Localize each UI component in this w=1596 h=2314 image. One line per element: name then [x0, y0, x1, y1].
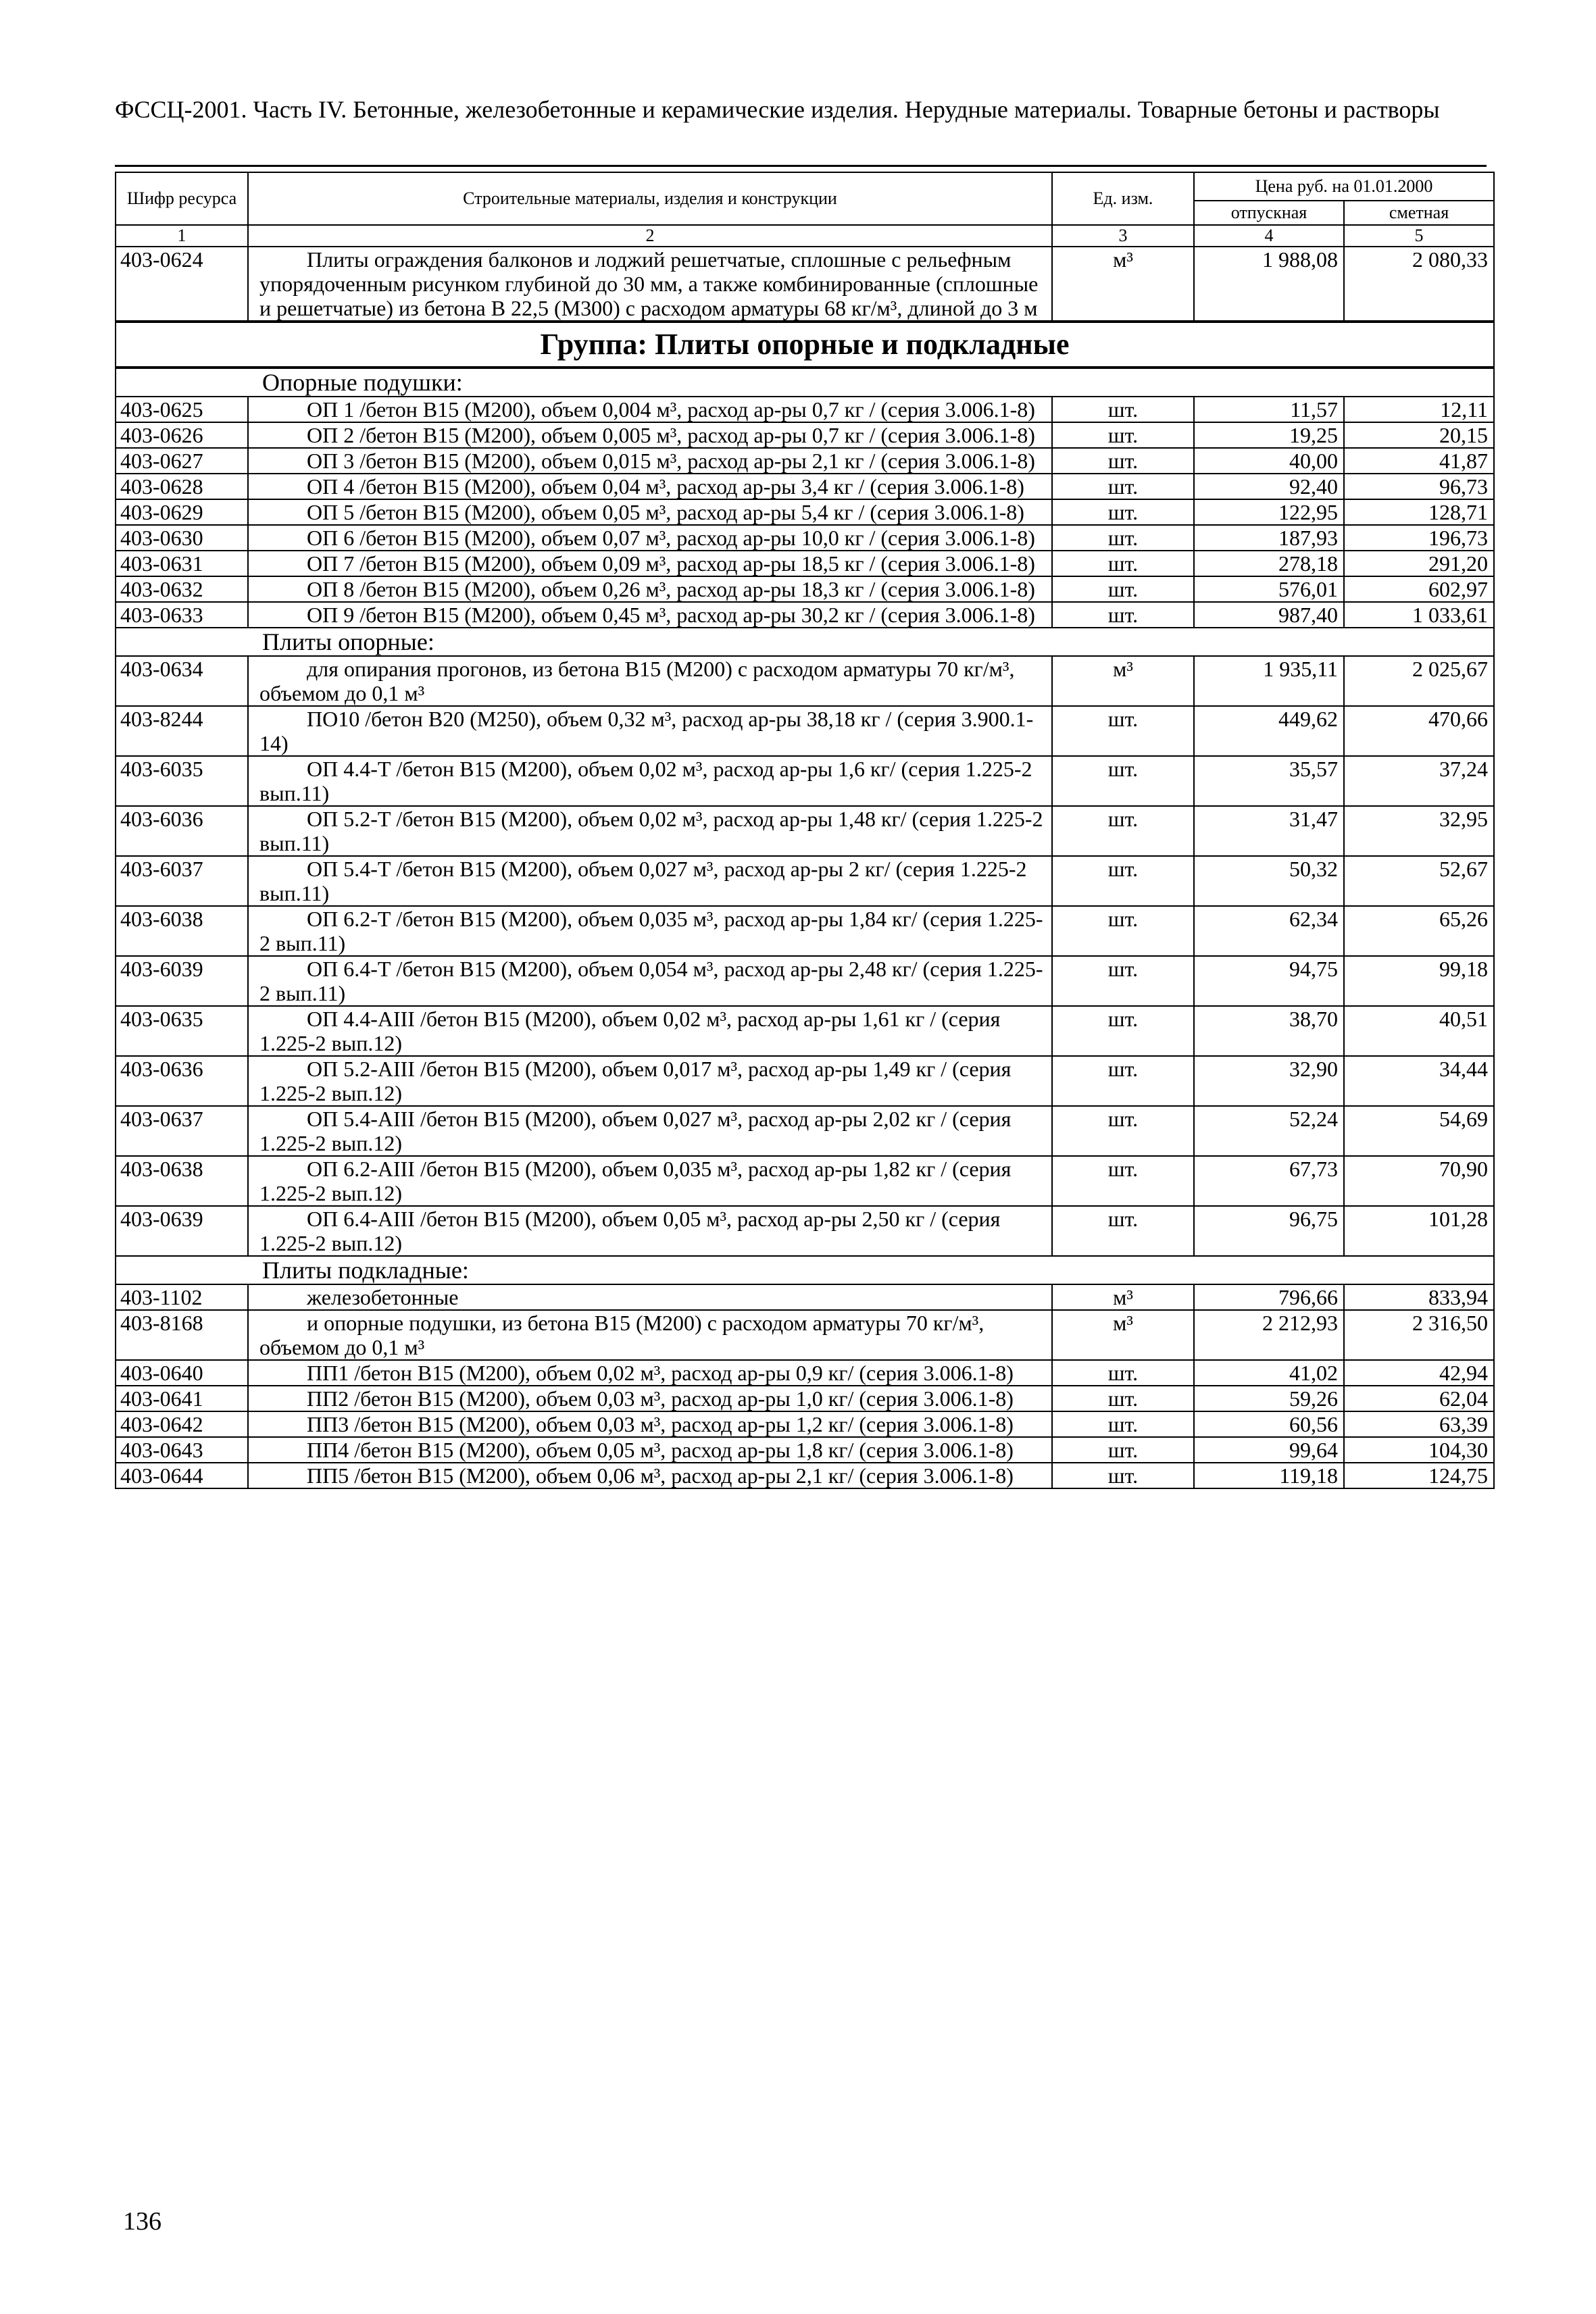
estimate-price: 70,90	[1344, 1156, 1494, 1206]
resource-code: 403-6037	[116, 856, 248, 906]
table-row	[116, 448, 1494, 474]
resource-code: 403-6038	[116, 906, 248, 956]
table-row	[116, 1206, 1494, 1256]
estimate-price: 602,97	[1344, 576, 1494, 602]
resource-unit: шт.	[1052, 1411, 1194, 1437]
release-price: 1 988,08	[1194, 247, 1344, 322]
resource-unit: шт.	[1052, 397, 1194, 422]
section-row	[116, 1256, 1494, 1284]
release-price: 52,24	[1194, 1106, 1344, 1156]
page-number: 136	[123, 2207, 161, 2236]
header-price-release: отпускная	[1194, 201, 1344, 225]
resource-unit: м³	[1052, 1310, 1194, 1360]
resource-code: 403-0632	[116, 576, 248, 602]
resource-code: 403-0640	[116, 1360, 248, 1386]
resource-name: ОП 6.4-Т /бетон В15 (М200), объем 0,054 м³, расход ар-ры 2,48 кг/ (серия 1.225-2 вып.11)	[248, 956, 1052, 1006]
column-number: 5	[1344, 225, 1494, 247]
resource-unit: шт.	[1052, 956, 1194, 1006]
release-price: 19,25	[1194, 422, 1344, 448]
table-row	[116, 1310, 1494, 1360]
section-title: Плиты опорные:	[116, 628, 1494, 656]
title-underline	[115, 165, 1487, 167]
estimate-price: 833,94	[1344, 1284, 1494, 1310]
resource-code: 403-0643	[116, 1437, 248, 1463]
resource-code: 403-0642	[116, 1411, 248, 1437]
resource-code: 403-6039	[116, 956, 248, 1006]
table-row	[116, 1056, 1494, 1106]
release-price: 96,75	[1194, 1206, 1344, 1256]
resource-name: и опорные подушки, из бетона В15 (М200) с расходом арматуры 70 кг/м³, объемом до 0,1 м³	[248, 1310, 1052, 1360]
resource-name: ОП 6.2-АIII /бетон В15 (М200), объем 0,035 м³, расход ар-ры 1,82 кг / (серия 1.225-2 вып.12)	[248, 1156, 1052, 1206]
resource-unit: шт.	[1052, 499, 1194, 525]
resource-name: ОП 1 /бетон В15 (М200), объем 0,004 м³, расход ар-ры 0,7 кг / (серия 3.006.1-8)	[248, 397, 1052, 422]
document-title: ФССЦ-2001. Часть IV. Бетонные, железобетонные и керамические изделия. Нерудные материалы. Товарные бетоны и растворы	[115, 96, 1440, 123]
resource-unit: шт.	[1052, 525, 1194, 551]
release-price: 94,75	[1194, 956, 1344, 1006]
table-row	[116, 656, 1494, 706]
column-number: 3	[1052, 225, 1194, 247]
group-title: Группа: Плиты опорные и подкладные	[116, 322, 1494, 368]
resource-unit: шт.	[1052, 422, 1194, 448]
estimate-price: 37,24	[1344, 756, 1494, 806]
resource-unit: шт.	[1052, 1056, 1194, 1106]
price-table	[115, 172, 1495, 1489]
resource-name: ОП 2 /бетон В15 (М200), объем 0,005 м³, расход ар-ры 0,7 кг / (серия 3.006.1-8)	[248, 422, 1052, 448]
release-price: 40,00	[1194, 448, 1344, 474]
resource-name: ОП 5.2-АIII /бетон В15 (М200), объем 0,017 м³, расход ар-ры 1,49 кг / (серия 1.225-2 вып.12)	[248, 1056, 1052, 1106]
release-price: 278,18	[1194, 551, 1344, 576]
resource-name: ОП 5.2-Т /бетон В15 (М200), объем 0,02 м³, расход ар-ры 1,48 кг/ (серия 1.225-2 вып.11)	[248, 806, 1052, 856]
resource-name: ПП1 /бетон В15 (М200), объем 0,02 м³, расход ар-ры 0,9 кг/ (серия 3.006.1-8)	[248, 1360, 1052, 1386]
resource-unit: шт.	[1052, 1206, 1194, 1256]
resource-code: 403-0629	[116, 499, 248, 525]
resource-unit: м³	[1052, 656, 1194, 706]
resource-unit: шт.	[1052, 1106, 1194, 1156]
resource-unit: шт.	[1052, 576, 1194, 602]
resource-unit: шт.	[1052, 1006, 1194, 1056]
resource-unit: шт.	[1052, 551, 1194, 576]
release-price: 576,01	[1194, 576, 1344, 602]
table-row	[116, 1437, 1494, 1463]
release-price: 92,40	[1194, 474, 1344, 499]
table-row	[116, 856, 1494, 906]
resource-name: ОП 7 /бетон В15 (М200), объем 0,09 м³, расход ар-ры 18,5 кг / (серия 3.006.1-8)	[248, 551, 1052, 576]
estimate-price: 41,87	[1344, 448, 1494, 474]
release-price: 11,57	[1194, 397, 1344, 422]
estimate-price: 104,30	[1344, 1437, 1494, 1463]
resource-code: 403-0626	[116, 422, 248, 448]
resource-name: железобетонные	[248, 1284, 1052, 1310]
release-price: 67,73	[1194, 1156, 1344, 1206]
resource-name: ОП 8 /бетон В15 (М200), объем 0,26 м³, расход ар-ры 18,3 кг / (серия 3.006.1-8)	[248, 576, 1052, 602]
table-row	[116, 602, 1494, 628]
table-row	[116, 756, 1494, 806]
header-price-group: Цена руб. на 01.01.2000	[1194, 172, 1494, 201]
estimate-price: 62,04	[1344, 1386, 1494, 1411]
resource-code: 403-1102	[116, 1284, 248, 1310]
table-row	[116, 1386, 1494, 1411]
estimate-price: 470,66	[1344, 706, 1494, 756]
estimate-price: 20,15	[1344, 422, 1494, 448]
resource-code: 403-0624	[116, 247, 248, 322]
table-row	[116, 474, 1494, 499]
table-row	[116, 576, 1494, 602]
resource-name: ОП 4.4-Т /бетон В15 (М200), объем 0,02 м³, расход ар-ры 1,6 кг/ (серия 1.225-2 вып.11)	[248, 756, 1052, 806]
release-price: 62,34	[1194, 906, 1344, 956]
estimate-price: 99,18	[1344, 956, 1494, 1006]
section-title: Плиты подкладные:	[116, 1256, 1494, 1284]
resource-unit: шт.	[1052, 906, 1194, 956]
estimate-price: 2 080,33	[1344, 247, 1494, 322]
resource-name: ОП 9 /бетон В15 (М200), объем 0,45 м³, расход ар-ры 30,2 кг / (серия 3.006.1-8)	[248, 602, 1052, 628]
release-price: 122,95	[1194, 499, 1344, 525]
resource-name: ОП 5 /бетон В15 (М200), объем 0,05 м³, расход ар-ры 5,4 кг / (серия 3.006.1-8)	[248, 499, 1052, 525]
resource-code: 403-6036	[116, 806, 248, 856]
resource-code: 403-0627	[116, 448, 248, 474]
section-title: Опорные подушки:	[116, 368, 1494, 397]
resource-name: ПП2 /бетон В15 (М200), объем 0,03 м³, расход ар-ры 1,0 кг/ (серия 3.006.1-8)	[248, 1386, 1052, 1411]
resource-unit: шт.	[1052, 1463, 1194, 1488]
resource-unit: шт.	[1052, 856, 1194, 906]
resource-name: ОП 5.4-АIII /бетон В15 (М200), объем 0,027 м³, расход ар-ры 2,02 кг / (серия 1.225-2 вып.12)	[248, 1106, 1052, 1156]
resource-name: ПП5 /бетон В15 (М200), объем 0,06 м³, расход ар-ры 2,1 кг/ (серия 3.006.1-8)	[248, 1463, 1052, 1488]
table-row	[116, 706, 1494, 756]
resource-code: 403-0634	[116, 656, 248, 706]
resource-name: ОП 6.2-Т /бетон В15 (М200), объем 0,035 м³, расход ар-ры 1,84 кг/ (серия 1.225-2 вып.11)	[248, 906, 1052, 956]
estimate-price: 52,67	[1344, 856, 1494, 906]
resource-unit: шт.	[1052, 806, 1194, 856]
resource-name: ОП 5.4-Т /бетон В15 (М200), объем 0,027 м³, расход ар-ры 2 кг/ (серия 1.225-2 вып.11)	[248, 856, 1052, 906]
resource-name: ОП 4 /бетон В15 (М200), объем 0,04 м³, расход ар-ры 3,4 кг / (серия 3.006.1-8)	[248, 474, 1052, 499]
estimate-price: 1 033,61	[1344, 602, 1494, 628]
resource-name: ПП4 /бетон В15 (М200), объем 0,05 м³, расход ар-ры 1,8 кг/ (серия 3.006.1-8)	[248, 1437, 1052, 1463]
release-price: 59,26	[1194, 1386, 1344, 1411]
resource-unit: шт.	[1052, 1386, 1194, 1411]
section-row	[116, 368, 1494, 397]
table-row	[116, 1463, 1494, 1488]
estimate-price: 12,11	[1344, 397, 1494, 422]
release-price: 99,64	[1194, 1437, 1344, 1463]
resource-unit: м³	[1052, 247, 1194, 322]
resource-name: ОП 4.4-АIII /бетон В15 (М200), объем 0,02 м³, расход ар-ры 1,61 кг / (серия 1.225-2 вып.12)	[248, 1006, 1052, 1056]
resource-unit: шт.	[1052, 706, 1194, 756]
estimate-price: 96,73	[1344, 474, 1494, 499]
release-price: 35,57	[1194, 756, 1344, 806]
estimate-price: 42,94	[1344, 1360, 1494, 1386]
resource-name: ПО10 /бетон В20 (М250), объем 0,32 м³, расход ар-ры 38,18 кг / (серия 3.900.1-14)	[248, 706, 1052, 756]
table-row	[116, 1360, 1494, 1386]
release-price: 987,40	[1194, 602, 1344, 628]
estimate-price: 63,39	[1344, 1411, 1494, 1437]
resource-unit: шт.	[1052, 448, 1194, 474]
table-row	[116, 1006, 1494, 1056]
estimate-price: 196,73	[1344, 525, 1494, 551]
column-number: 1	[116, 225, 248, 247]
resource-unit: шт.	[1052, 474, 1194, 499]
table-row	[116, 956, 1494, 1006]
header-price-estimate: сметная	[1344, 201, 1494, 225]
release-price: 31,47	[1194, 806, 1344, 856]
estimate-price: 34,44	[1344, 1056, 1494, 1106]
estimate-price: 54,69	[1344, 1106, 1494, 1156]
group-row	[116, 322, 1494, 368]
table-row	[116, 551, 1494, 576]
estimate-price: 291,20	[1344, 551, 1494, 576]
estimate-price: 2 316,50	[1344, 1310, 1494, 1360]
resource-unit: шт.	[1052, 756, 1194, 806]
resource-code: 403-0630	[116, 525, 248, 551]
estimate-price: 124,75	[1344, 1463, 1494, 1488]
resource-code: 403-6035	[116, 756, 248, 806]
estimate-price: 128,71	[1344, 499, 1494, 525]
table-row	[116, 422, 1494, 448]
resource-code: 403-0636	[116, 1056, 248, 1106]
table-row	[116, 1156, 1494, 1206]
resource-code: 403-0631	[116, 551, 248, 576]
estimate-price: 2 025,67	[1344, 656, 1494, 706]
release-price: 449,62	[1194, 706, 1344, 756]
release-price: 38,70	[1194, 1006, 1344, 1056]
resource-code: 403-0625	[116, 397, 248, 422]
header-name: Строительные материалы, изделия и конструкции	[248, 172, 1052, 225]
release-price: 50,32	[1194, 856, 1344, 906]
resource-name: Плиты ограждения балконов и лоджий решетчатые, сплошные с рельефным упорядоченным рисунком глубиной до 30 мм, а также комбинированные (сплошные и решетчатые) из бетона В 22,5 (М300) с расходом арматуры 68 кг/м³, длиной до 3 м	[248, 247, 1052, 322]
section-row	[116, 628, 1494, 656]
release-price: 41,02	[1194, 1360, 1344, 1386]
table-row	[116, 1411, 1494, 1437]
resource-unit: шт.	[1052, 1437, 1194, 1463]
header-code: Шифр ресурса	[116, 172, 248, 225]
estimate-price: 32,95	[1344, 806, 1494, 856]
resource-unit: шт.	[1052, 1156, 1194, 1206]
resource-code: 403-0637	[116, 1106, 248, 1156]
release-price: 187,93	[1194, 525, 1344, 551]
resource-code: 403-0641	[116, 1386, 248, 1411]
resource-code: 403-8244	[116, 706, 248, 756]
resource-name: для опирания прогонов, из бетона В15 (М200) с расходом арматуры 70 кг/м³, объемом до 0,1 м³	[248, 656, 1052, 706]
resource-code: 403-0638	[116, 1156, 248, 1206]
resource-unit: шт.	[1052, 602, 1194, 628]
estimate-price: 40,51	[1344, 1006, 1494, 1056]
header-unit: Ед. изм.	[1052, 172, 1194, 225]
release-price: 119,18	[1194, 1463, 1344, 1488]
table-row	[116, 1284, 1494, 1310]
release-price: 1 935,11	[1194, 656, 1344, 706]
table-row	[116, 806, 1494, 856]
estimate-price: 101,28	[1344, 1206, 1494, 1256]
resource-code: 403-0639	[116, 1206, 248, 1256]
resource-name: ОП 6 /бетон В15 (М200), объем 0,07 м³, расход ар-ры 10,0 кг / (серия 3.006.1-8)	[248, 525, 1052, 551]
resource-code: 403-8168	[116, 1310, 248, 1360]
table-row	[116, 247, 1494, 322]
column-number: 4	[1194, 225, 1344, 247]
estimate-price: 65,26	[1344, 906, 1494, 956]
resource-code: 403-0633	[116, 602, 248, 628]
table-row	[116, 397, 1494, 422]
resource-code: 403-0635	[116, 1006, 248, 1056]
release-price: 32,90	[1194, 1056, 1344, 1106]
release-price: 2 212,93	[1194, 1310, 1344, 1360]
release-price: 60,56	[1194, 1411, 1344, 1437]
table-row	[116, 499, 1494, 525]
column-number: 2	[248, 225, 1052, 247]
release-price: 796,66	[1194, 1284, 1344, 1310]
resource-code: 403-0644	[116, 1463, 248, 1488]
resource-unit: м³	[1052, 1284, 1194, 1310]
table-row	[116, 525, 1494, 551]
table-row	[116, 906, 1494, 956]
table-row	[116, 1106, 1494, 1156]
resource-code: 403-0628	[116, 474, 248, 499]
resource-unit: шт.	[1052, 1360, 1194, 1386]
resource-name: ОП 3 /бетон В15 (М200), объем 0,015 м³, расход ар-ры 2,1 кг / (серия 3.006.1-8)	[248, 448, 1052, 474]
resource-name: ОП 6.4-АIII /бетон В15 (М200), объем 0,05 м³, расход ар-ры 2,50 кг / (серия 1.225-2 вып.12)	[248, 1206, 1052, 1256]
resource-name: ПП3 /бетон В15 (М200), объем 0,03 м³, расход ар-ры 1,2 кг/ (серия 3.006.1-8)	[248, 1411, 1052, 1437]
